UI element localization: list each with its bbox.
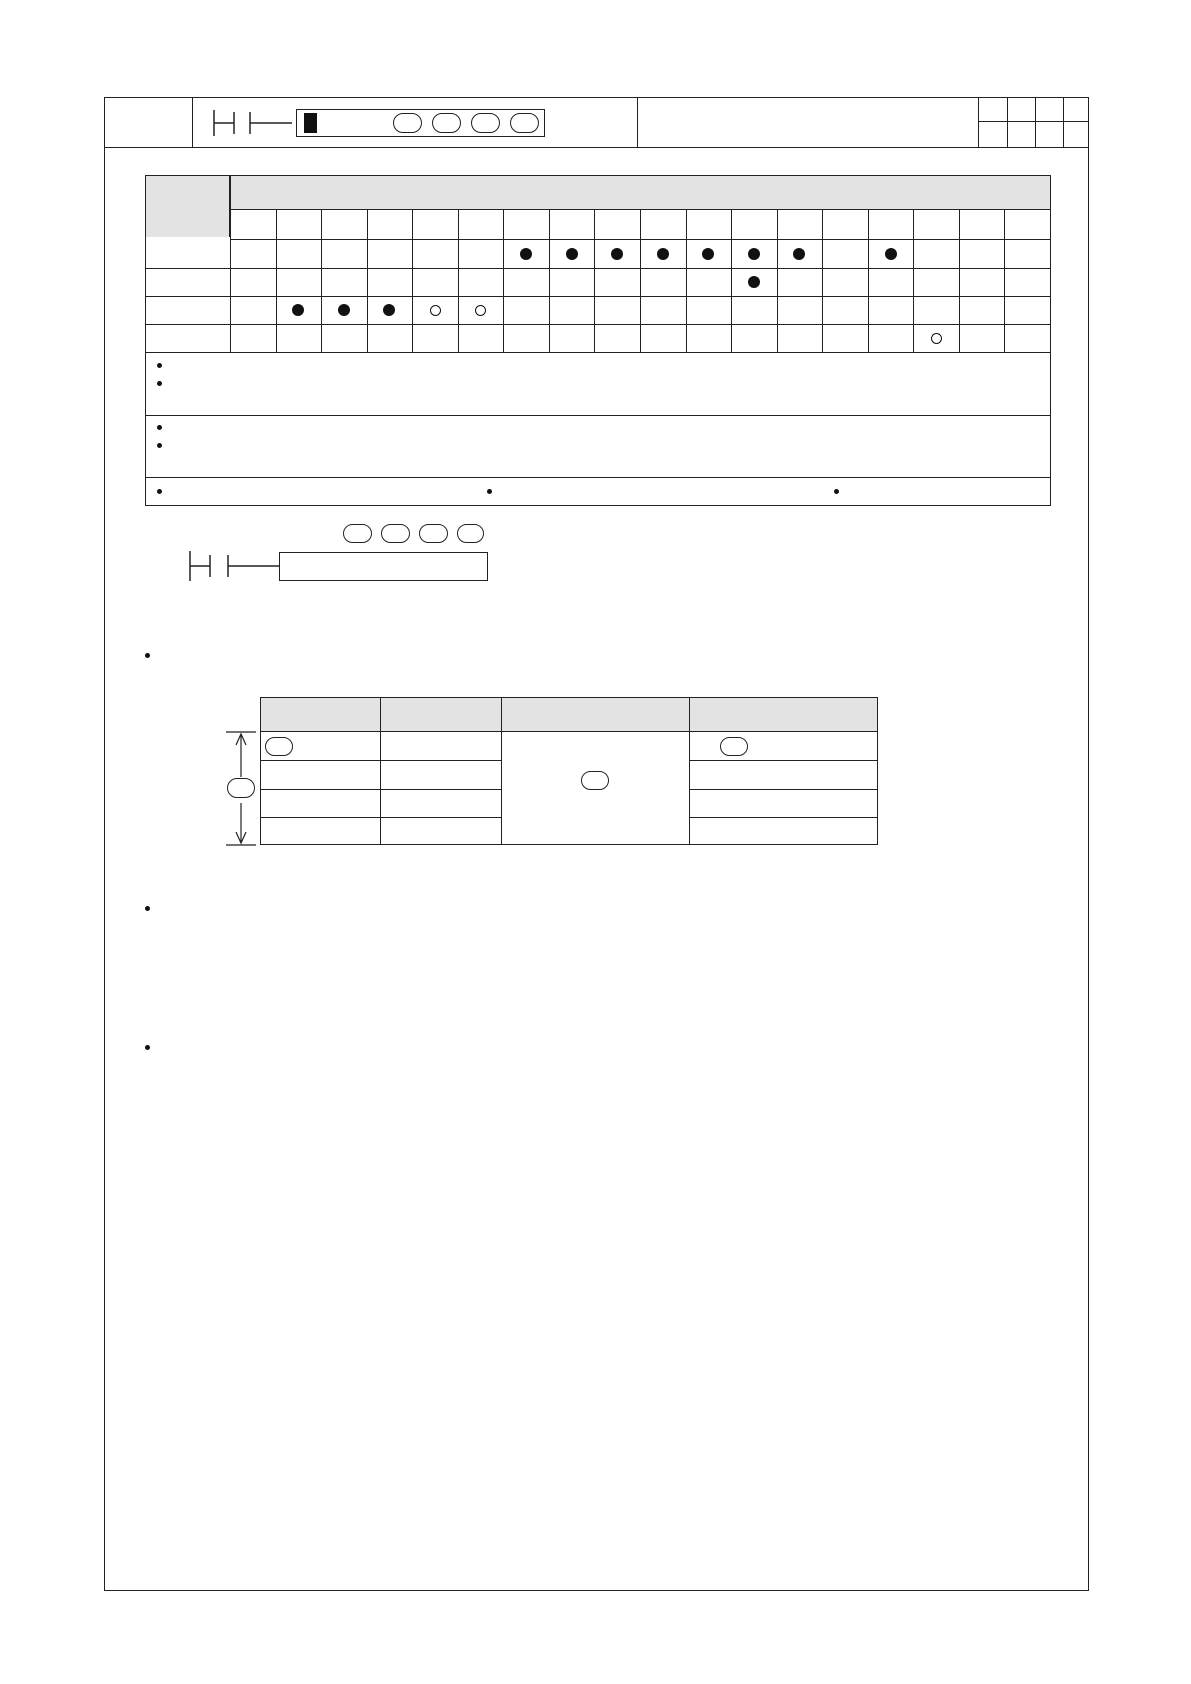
operand-row-line — [145, 268, 1050, 269]
note-bullet — [157, 489, 162, 494]
operand-col-line — [321, 210, 322, 352]
filled-mark — [702, 248, 714, 260]
operand-col-line — [367, 210, 368, 352]
notes-divider — [145, 477, 1051, 478]
data-col-line — [380, 697, 381, 845]
note-bullet — [157, 363, 162, 368]
ladder-operand-2 — [381, 524, 410, 543]
operand-col-line — [1050, 210, 1051, 352]
dimension-label — [227, 778, 255, 798]
ladder-operand-3 — [419, 524, 448, 543]
ladder-contact-icon — [188, 551, 280, 581]
data-row-line — [260, 817, 501, 818]
filled-mark — [748, 248, 760, 260]
filled-mark — [338, 304, 350, 316]
filled-mark — [520, 248, 532, 260]
filled-mark — [383, 304, 395, 316]
grid-col-line — [1007, 97, 1008, 147]
note-bullet — [487, 489, 492, 494]
operand-col-line — [549, 210, 550, 352]
notes-divider — [145, 415, 1051, 416]
data-operand-right — [720, 737, 748, 756]
grid-col-line — [1035, 97, 1036, 147]
section-bullet — [145, 653, 150, 658]
data-operand-center — [581, 771, 609, 790]
operand-row-line — [145, 324, 1050, 325]
operand-slot-3 — [471, 113, 500, 133]
filled-mark — [566, 248, 578, 260]
operand-col-line — [1004, 210, 1005, 352]
operand-row-line — [145, 296, 1050, 297]
note-bullet — [157, 443, 162, 448]
operand-col-line — [822, 210, 823, 352]
operand-col-line — [503, 210, 504, 352]
data-table-header — [261, 698, 877, 732]
data-row-line — [260, 789, 501, 790]
operand-table-corner — [146, 176, 230, 237]
operand-slot-2 — [432, 113, 461, 133]
ladder-instruction-box — [279, 552, 488, 581]
operand-col-line — [913, 210, 914, 352]
operand-col-line — [686, 210, 687, 352]
filled-mark — [885, 248, 897, 260]
contact-icon — [212, 110, 292, 136]
ladder-operand-1 — [343, 524, 372, 543]
operand-slot-4 — [510, 113, 539, 133]
header-separator-left — [192, 97, 193, 147]
operand-col-line — [959, 210, 960, 352]
filled-mark — [748, 276, 760, 288]
operand-col-line — [230, 175, 231, 352]
header-separator-right — [978, 97, 979, 147]
open-mark — [430, 305, 441, 316]
operand-col-line — [731, 210, 732, 352]
data-col-line — [689, 697, 690, 845]
operand-table-header — [230, 176, 1050, 210]
filled-mark — [292, 304, 304, 316]
operand-row-line — [230, 239, 1050, 240]
filled-mark — [611, 248, 623, 260]
data-row-line — [689, 817, 878, 818]
data-operand-cell — [265, 737, 293, 756]
filled-mark — [793, 248, 805, 260]
data-row-line — [689, 760, 878, 761]
notes-divider — [145, 352, 1051, 353]
operand-col-line — [777, 210, 778, 352]
operand-col-line — [868, 210, 869, 352]
operand-col-line — [594, 210, 595, 352]
grid-row-line — [978, 121, 1089, 122]
filled-mark — [657, 248, 669, 260]
data-row-line — [689, 789, 878, 790]
header-divider — [104, 147, 1089, 148]
note-bullet — [157, 425, 162, 430]
section-bullet — [145, 906, 150, 911]
ladder-operand-4 — [457, 524, 484, 543]
open-mark — [475, 305, 486, 316]
open-mark — [931, 333, 942, 344]
instruction-marker — [304, 113, 317, 133]
operand-slot-1 — [393, 113, 422, 133]
data-col-line — [501, 697, 502, 845]
operand-col-line — [276, 210, 277, 352]
operand-col-line — [412, 210, 413, 352]
operand-col-line — [640, 210, 641, 352]
data-row-line — [260, 760, 501, 761]
section-bullet — [145, 1045, 150, 1050]
header-separator-mid — [637, 97, 638, 147]
operand-col-line — [458, 210, 459, 352]
note-bullet — [834, 489, 839, 494]
note-bullet — [157, 381, 162, 386]
operand-table — [145, 175, 1051, 506]
grid-col-line — [1063, 97, 1064, 147]
